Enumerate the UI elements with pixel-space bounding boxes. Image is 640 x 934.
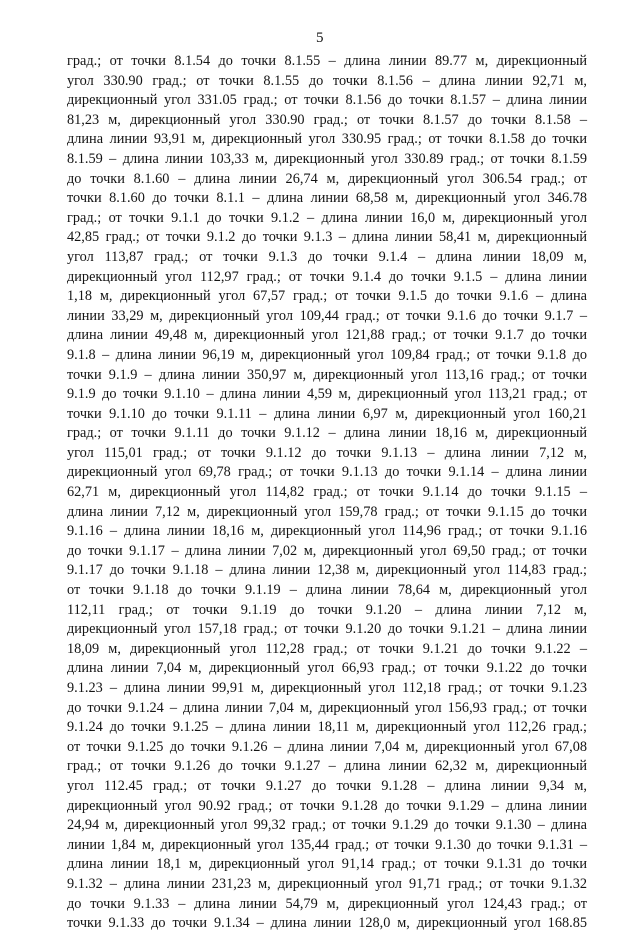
- text-line: дирекционный угол 69,78 град.; от точки 9.1.13 до точки 9.1.14 – длина линии: [67, 464, 587, 481]
- text-line: 9.1.9 до точки 9.1.10 – длина линии 4,59 м, дирекционный угол 113,21 град.; от: [67, 386, 587, 403]
- text-line: 9.1.23 – длина линии 99,91 м, дирекционный угол 112,18 град.; от точки 9.1.23: [67, 680, 587, 696]
- text-line: 9.1.24 до точки 9.1.25 – длина линии 18,11 м, дирекционный угол 112,26 град.;: [67, 719, 587, 736]
- text-line: длина линии 49,48 м, дирекционный угол 121,88 град.; от точки 9.1.7 до точки: [67, 327, 587, 344]
- text-line: 8.1.59 – длина линии 103,33 м, дирекционный угол 330.89 град.; от точки 8.1.59: [67, 150, 587, 167]
- text-line: точки 8.1.60 до точки 8.1.1 – длина линии 68,58 м, дирекционный угол 346.78: [67, 190, 587, 207]
- text-line: 1,18 м, дирекционный угол 67,57 град.; от точки 9.1.5 до точки 9.1.6 – длина: [67, 288, 587, 305]
- text-line: 18,09 м, дирекционный угол 112,28 град.; от точки 9.1.21 до точки 9.1.22 –: [67, 640, 587, 657]
- text-line: 112,11 град.; от точки 9.1.19 до точки 9.1.20 – длина линии 7,12 м,: [67, 601, 587, 618]
- text-line: линии 1,84 м, дирекционный угол 135,44 град.; от точки 9.1.30 до точки 9.1.31 –: [67, 836, 587, 853]
- text-line: дирекционный угол 157,18 град.; от точки 9.1.20 до точки 9.1.21 – длина линии: [67, 621, 587, 638]
- text-line: точки 9.1.10 до точки 9.1.11 – длина линии 6,97 м, дирекционный угол 160,21: [67, 405, 587, 422]
- text-line: 42,85 град.; от точки 9.1.2 до точки 9.1.3 – длина линии 58,41 м, дирекционный: [67, 229, 587, 246]
- text-line: до точки 8.1.60 – длина линии 26,74 м, дирекционный угол 306.54 град.; от: [67, 170, 587, 187]
- text-line: 9.1.16 – длина линии 18,16 м, дирекционный угол 114,96 град.; от точки 9.1.16: [67, 523, 587, 540]
- body-text: [67, 52, 587, 934]
- text-line: град.; от точки 9.1.1 до точки 9.1.2 – длина линии 16,0 м, дирекционный угол: [67, 209, 587, 226]
- text-line: до точки 9.1.33 – длина линии 54,79 м, дирекционный угол 124,43 град.; от: [67, 895, 587, 912]
- text-line: точки 9.1.33 до точки 9.1.34 – длина линии 128,0 м, дирекционный угол 168.85: [67, 915, 587, 932]
- text-line: угол 115,01 град.; от точки 9.1.12 до точки 9.1.13 – длина линии 7,12 м,: [67, 444, 587, 461]
- text-line: 24,94 м, дирекционный угол 99,32 град.; от точки 9.1.29 до точки 9.1.30 – длина: [67, 817, 587, 834]
- text-line: 81,23 м, дирекционный угол 330.90 град.; от точки 8.1.57 до точки 8.1.58 –: [67, 111, 587, 128]
- text-line: 9.1.8 – длина линии 96,19 м, дирекционный угол 109,84 град.; от точки 9.1.8 до: [67, 346, 587, 363]
- page-number: 5: [316, 30, 324, 46]
- text-line: дирекционный угол 331.05 град.; от точки 8.1.56 до точки 8.1.57 – длина линии: [67, 92, 587, 109]
- text-line: 62,71 м, дирекционный угол 114,82 град.; от точки 9.1.14 до точки 9.1.15 –: [67, 484, 587, 501]
- text-line: длина линии 93,91 м, дирекционный угол 330.95 град.; от точки 8.1.58 до точки: [67, 131, 587, 148]
- text-line: град.; от точки 9.1.11 до точки 9.1.12 – длина линии 18,16 м, дирекционный: [67, 425, 587, 442]
- text-line: дирекционный угол 112,97 град.; от точки 9.1.4 до точки 9.1.5 – длина линии: [67, 268, 587, 285]
- text-line: от точки 9.1.18 до точки 9.1.19 – длина линии 78,64 м, дирекционный угол: [67, 582, 587, 599]
- text-line: точки 9.1.9 – длина линии 350,97 м, дирекционный угол 113,16 град.; от точки: [67, 366, 587, 383]
- text-line: от точки 9.1.25 до точки 9.1.26 – длина линии 7,04 м, дирекционный угол 67,08: [67, 738, 587, 755]
- text-line: дирекционный угол 90.92 град.; от точки 9.1.28 до точки 9.1.29 – длина линии: [67, 797, 587, 814]
- text-line: линии 33,29 м, дирекционный угол 109,44 град.; от точки 9.1.6 до точки 9.1.7 –: [67, 307, 587, 324]
- text-line: град.; от точки 9.1.26 до точки 9.1.27 – длина линии 62,32 м, дирекционный: [67, 758, 587, 775]
- text-line: угол 112.45 град.; от точки 9.1.27 до точки 9.1.28 – длина линии 9,34 м,: [67, 777, 587, 794]
- text-line: длина линии 18,1 м, дирекционный угол 91,14 град.; от точки 9.1.31 до точки: [67, 856, 587, 873]
- text-line: 9.1.17 до точки 9.1.18 – длина линии 12,38 м, дирекционный угол 114,83 град.;: [67, 562, 587, 579]
- text-line: 9.1.32 – длина линии 231,23 м, дирекционный угол 91,71 град.; от точки 9.1.32: [67, 875, 587, 892]
- text-line: угол 330.90 град.; от точки 8.1.55 до точки 8.1.56 – длина линии 92,71 м,: [67, 72, 587, 89]
- text-line: угол 113,87 град.; от точки 9.1.3 до точки 9.1.4 – длина линии 18,09 м,: [67, 248, 587, 265]
- text-line: длина линии 7,04 м, дирекционный угол 66,93 град.; от точки 9.1.22 до точки: [67, 660, 587, 677]
- text-line: длина линии 7,12 м, дирекционный угол 159,78 град.; от точки 9.1.15 до точки: [67, 503, 587, 520]
- text-line: до точки 9.1.24 – длина линии 7,04 м, дирекционный угол 156,93 град.; от точки: [67, 699, 587, 716]
- text-line: до точки 9.1.17 – длина линии 7,02 м, дирекционный угол 69,50 град.; от точки: [67, 542, 587, 559]
- text-line: град.; от точки 8.1.54 до точки 8.1.55 – длина линии 89.77 м, дирекционный: [67, 53, 587, 69]
